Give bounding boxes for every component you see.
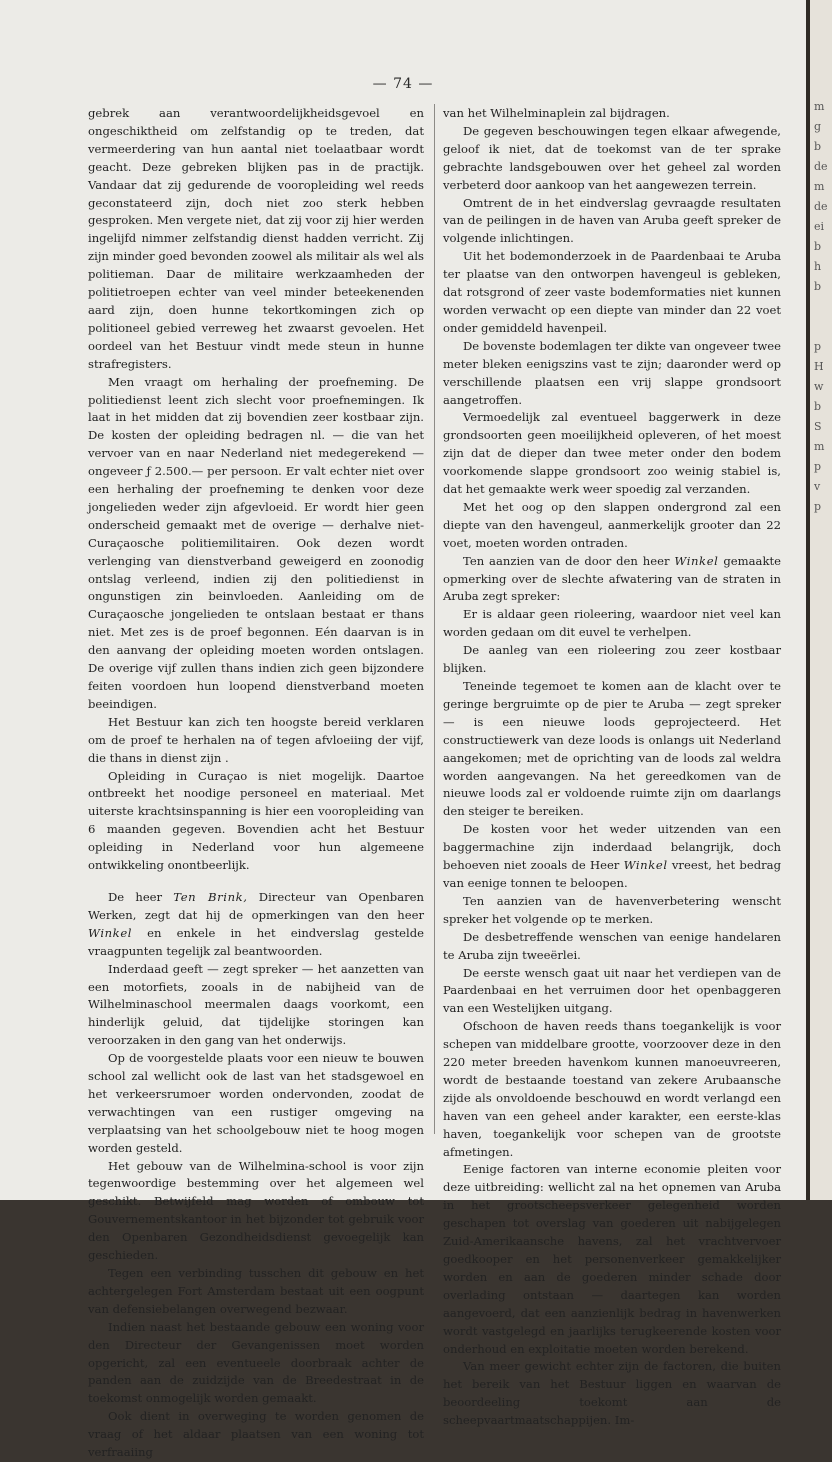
paragraph [443, 893, 781, 929]
paragraph [443, 499, 781, 553]
paragraph [443, 1018, 781, 1161]
paragraph-text: Op de voorgestelde plaats voor een nieuw te bouwen school zal wellicht ook de last van het stadsgewoel en het verkeersrumoer worden ondervonden, zoodat de verwachtingen van een rustiger omgeving na verplaatsing van het schoolgebouw niet te hoog mogen worden gesteld. [88, 1051, 424, 1155]
paragraph [88, 961, 424, 1051]
column-divider [434, 104, 435, 1134]
speaker-name: Winkel [674, 553, 719, 568]
edge-fragment: m [814, 180, 825, 193]
paragraph-text: vreest, het bedrag van eenige tonnen te beloopen. [443, 858, 781, 890]
paragraph [443, 409, 781, 499]
speaker-name: Winkel [623, 858, 668, 873]
paragraph-text: Tegen een verbinding tusschen dit gebouw en het achtergelegen Fort Amsterdam bestaat uit een oogpunt van defensiebelangen overwegend bezwaar. [88, 1266, 424, 1316]
edge-fragment: p [814, 500, 822, 513]
edge-fragment: b [814, 240, 822, 253]
paragraph-text: Ofschoon de haven reeds thans toegankelijk is voor schepen van middelbare grootte, voorzoover deze in den 220 meter breeden havenkom kunnen manoeuvreeren, wordt de bestaande toestand van zekere Arubaansche zijde als onvoldoende beschouwd en wordt verlangd een haven van een geheel ander karakter, een eerste-klas haven, toegankelijk voor schepen van de grootste afmetingen. [443, 1019, 781, 1159]
paragraph-text: Ook dient in overweging te worden genomen de vraag of het aldaar plaatsen van een woning tot verfraaiing [88, 1409, 424, 1460]
paragraph-text: Het Bestuur kan zich ten hoogste bereid verklaren om de proef te herhalen na of tegen afvloeiing der vijf, die thans in dienst zijn . [88, 714, 424, 765]
paragraph-text: Uit het bodemonderzoek in de Paardenbaai te Aruba ter plaatse van den ontworpen havengeul is gebleken, dat rotsgrond of zeer vaste bodemformaties niet kunnen worden verwacht op een diepte van minder dan 22 voet onder gemiddeld havenpeil. [443, 249, 781, 335]
paragraph-text: Ten aanzien van de door den heer [463, 553, 675, 568]
paragraph-text: en enkele in het eindverslag gestelde vraagpunten tegelijk zal beantwoorden. [88, 925, 424, 958]
paragraph [443, 553, 781, 607]
edge-fragment: b [814, 140, 822, 153]
paragraph-text: Vermoedelijk zal eventueel baggerwerk in deze grondsoorten geen moeilijkheid opleveren, of het moest zijn dat de dieper dan twee meter onder den bodem voorkomende slappe grondsoort zoo weinig stabiel is, dat het gemaakte werk weer spoedig zal verzanden. [443, 410, 781, 497]
paragraph-text: van het Wilhelminaplein zal bijdragen. [443, 106, 670, 120]
paragraph-text: De eerste wensch gaat uit naar het verdiepen van de Paardenbaai en het verruimen door het openbaggeren van een Westelijken uitgang. [443, 965, 781, 1016]
paragraph [443, 678, 781, 821]
edge-fragment: g [814, 120, 822, 133]
edge-fragment: de [814, 200, 828, 213]
edge-fragment: H [814, 360, 824, 373]
edge-fragment: w [814, 380, 824, 393]
edge-fragment: m [814, 100, 825, 113]
paragraph-text: Van meer gewicht echter zijn de factoren, die buiten het bereik van het Bestuur liggen en waarvan de beoordeeling toekomt aan de scheepvaartmaatschappijen. Im- [443, 1359, 781, 1428]
paragraph [88, 1265, 424, 1319]
paragraph-text: Men vraagt om herhaling der proefneming. De politiedienst leent zich slecht voor proefnemingen. Ik laat in het midden dat zij bovendien zeer kostbaar zijn. De kosten der opleiding bedragen nl. — die van het vervoer van en naar Nederland niet medegerekend — ongeveer ƒ 2.500.— per persoon. Er valt echter niet over een herhaling der proefneming te denken voor deze jongelieden weder zijn afgevloeid. Er wordt hier geen onderscheid gemaakt met de overige — derhalve niet-Curaçaosche politiemilitairen. Ook dezen wordt verlenging van dienstverband geweigerd en zoonodig ontslag verleend, indien zij den politiedienst in ongunstigen zin beinvloeden. Aanleiding om de Curaçaosche jongelieden te ontslaan bestaat er thans niet. Met zes is de proef begonnen. Eén daarvan is in den aanvang der opleiding moeten worden ontslagen. De overige vijf zullen thans indien zich geen bijzondere feiten voordoen hun loopend dienstverband moeten beeindigen. [88, 374, 424, 711]
paragraph [443, 606, 781, 642]
paragraph [88, 105, 424, 374]
paragraph [443, 1161, 781, 1358]
paragraph [443, 248, 781, 338]
right-text-column [443, 105, 781, 1428]
paragraph-text: gemaakte opmerking over de slechte afwatering van de straten in Aruba zegt spreker: [443, 553, 781, 604]
edge-fragment: b [814, 400, 822, 413]
edge-fragment: m [814, 440, 825, 453]
left-text-column [88, 105, 424, 1460]
paragraph-text: Opleiding in Curaçao is niet mogelijk. Daartoe ontbreekt het noodige personeel en materiaal. Met uiterste krachtsinspanning is hier een vooropleiding van 6 maanden gegeven. Bovendien acht het Bestuur opleiding in Nederland voor hun algemeene ontwikkeling onontbeerlijk. [88, 768, 424, 873]
paragraph [88, 1319, 424, 1409]
paragraph-text: gebrek aan verantwoordelijkheidsgevoel en ongeschiktheid om zelfstandig op te treden, dat vermeerdering van hun aantal niet toelaatbaar wordt geacht. Deze gebreken blijken pas in de practijk. Vandaar dat zij gedurende de vooropleiding wel reeds geconstateerd zijn, doch niet zoo sterk hebben gesproken. Men vergete niet, dat zij voor zij hier werden ingelijfd nimmer zelfstandig dienst hadden verricht. Zij zijn minder goed bevonden zoowel als militair als wel als politieman. Daar de militaire werkzaamheden der politietroepen echter van veel minder beteekenenden aard zijn, doen hunne tekortkomingen zich op politioneel gebied verreweg het zwaarst gevoelen. Het oordeel van het Bestuur vindt mede steun in hunne strafregisters. [88, 106, 424, 371]
edge-fragment: b [814, 280, 822, 293]
paragraph [88, 889, 424, 961]
edge-fragment: p [814, 460, 822, 473]
speaker-name: Winkel [88, 925, 133, 940]
paragraph [443, 965, 781, 1019]
paragraph-text: De bovenste bodemlagen ter dikte van ongeveer twee meter bleken eenigszins vast te zijn; daaronder werd op verschillende plaatsen een vrij slappe grondsoort aangetroffen. [443, 338, 781, 407]
paragraph-text: De heer [108, 889, 174, 904]
paragraph-text: Met het oog op den slappen ondergrond zal een diepte van den havengeul, aanmerkelijk grooter dan 22 voet, moeten worden ontraden. [443, 499, 781, 550]
paragraph-text: Er is aldaar geen rioleering, waardoor niet veel kan worden gedaan om dit euvel te verhelpen. [443, 607, 781, 640]
paragraph-text: Inderdaad geeft — zegt spreker — het aanzetten van een motorfiets, zooals in de nabijheid van de Wilhelminaschool meermalen daags voorkomt, een hinderlijk geluid, dat tijdelijke storingen kan veroorzaken in den gang van het onderwijs. [88, 961, 424, 1048]
paragraph-text: De desbetreffende wenschen van eenige handelaren te Aruba zijn tweeërlei. [443, 929, 781, 962]
paragraph [443, 195, 781, 249]
paragraph [88, 1050, 424, 1157]
paragraph-text: Ten aanzien van de havenverbetering wenscht spreker het volgende op te merken. [443, 893, 781, 926]
paragraph-text: Directeur van Openbaren Werken, zegt dat hij de opmerkingen van den heer [88, 889, 424, 922]
paragraph [443, 642, 781, 678]
paragraph [88, 768, 424, 875]
paragraph-text: De kosten voor het weder uitzenden van een baggermachine zijn inderdaad belangrijk, doch behoeven niet zooals de Heer [443, 822, 781, 873]
paragraph [443, 929, 781, 965]
paragraph [443, 821, 781, 893]
paragraph-text: Omtrent de in het eindverslag gevraagde resultaten van de peilingen in de haven van Aruba geeft spreker de volgende inlichtingen. [443, 195, 781, 246]
paragraph [88, 1408, 424, 1462]
paragraph-text: De gegeven beschouwingen tegen elkaar afwegende, geloof ik niet, dat de toekomst van de ter sprake gebrachte landsgebouwen over het geheel zal worden verbeterd door aankoop van het aangewezen terrein. [443, 123, 781, 192]
paragraph-text: Het gebouw van de Wilhelmina-school is voor zijn tegenwoordige bestemming over het algemeen wel geschikt. Betwijfeld mag worden of ombouw tot Gouvernementskantoor in het bijzonder tot gebruik voor den Openbaren Gezondheidsdienst gevoegelijk kan geschieden. [88, 1158, 424, 1263]
page-number: — 74 — [372, 76, 434, 92]
paragraph-text: Teneinde tegemoet te komen aan de klacht over te geringe bergruimte op de pier te Aruba — zegt spreker — is een nieuwe loods geprojecteerd. Het constructiewerk van deze loods is onlangs uit Nederland aangekomen; met de oprichting van de loods zal weldra worden aangevangen. Na het gereedkomen van de nieuwe loods zal er voldoende ruimte zijn om daarlangs den steiger te bereiken. [443, 679, 781, 819]
paragraph-text: Eenige factoren van interne economie pleiten voor deze uitbreiding: wellicht zal na het opnemen van Aruba in het grootscheepsverkeer gelegenheid worden geschapen tot overslag van goederen uit nabijgelegen Zuid-Amerikaansche havens, zal het vrachtvervoer goedkooper en het personenverkeer gemakkelijker worden en aan de goederen minder schade door overlading ontstaan — daartegen kan worden aangevoerd, dat een aanzienlijk bedrag in havenwerken wordt vastgelegd en jaarlijks terugkeerende kosten voor onderhoud en exploitatie moeten worden berekend. [443, 1162, 781, 1356]
paragraph [443, 1358, 781, 1430]
adjacent-page-edge [806, 0, 832, 1200]
edge-fragment: v [814, 480, 821, 493]
edge-fragment: h [814, 260, 822, 273]
paragraph-text: De aanleg van een rioleering zou zeer kostbaar blijken. [443, 643, 781, 676]
edge-fragment: p [814, 340, 822, 353]
paragraph [443, 338, 781, 410]
paragraph [443, 105, 781, 123]
paragraph [443, 123, 781, 195]
paragraph-text: Indien naast het bestaande gebouw een woning voor den Directeur der Gevangenissen moet worden opgericht, zal een eventueele doorbraak achter de panden aan de zuidzijde van de Breedestraat in de toekomst onmogelijk worden gemaakt. [88, 1319, 424, 1406]
paragraph [88, 714, 424, 768]
edge-fragment: S [814, 420, 822, 433]
speaker-name: Ten Brink, [173, 889, 248, 904]
paragraph [88, 374, 424, 714]
paragraph [88, 1158, 424, 1265]
edge-fragment: ei [814, 220, 825, 233]
edge-fragment: de [814, 160, 828, 173]
